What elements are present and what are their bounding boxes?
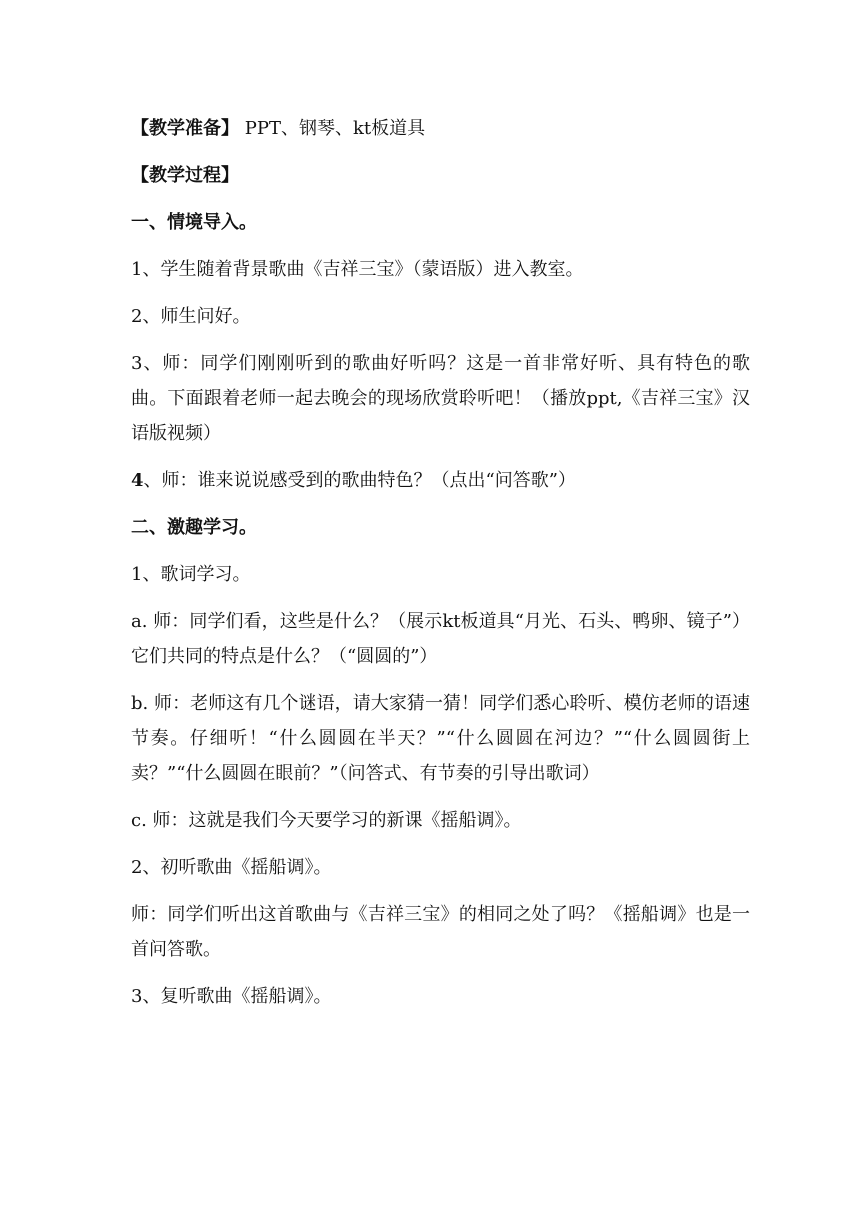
paragraph [131, 463, 750, 498]
paragraph: 2、初听歌曲《摇船调》。 [131, 857, 332, 878]
section-heading-1: 一、情境导入。 [131, 212, 257, 233]
paragraph: 3、复听歌曲《摇船调》。 [131, 986, 332, 1007]
paragraph-number: 4 [131, 470, 144, 491]
paragraph: 1、歌词学习。 [131, 564, 251, 585]
paragraph: a. 师：同学们看，这些是什么？（展示kt板道具“月光、石头、鸭卵、镜子”）它们共同的特点是什么？（“圆圆的”） [131, 611, 750, 667]
teaching-preparation [131, 111, 750, 146]
paragraph: 1、学生随着背景歌曲《吉祥三宝》（蒙语版）进入教室。 [131, 259, 584, 280]
paragraph: 师：同学们听出这首歌曲与《吉祥三宝》的相同之处了吗？《摇船调》也是一首问答歌。 [131, 904, 750, 960]
paragraph: 2、师生问好。 [131, 306, 251, 327]
section-heading-2: 二、激趣学习。 [131, 517, 257, 538]
paragraph: b. 师：老师这有几个谜语，请大家猜一猜！同学们悉心聆听、模仿老师的语速节奏。仔细听！“什么圆圆在半天？”“什么圆圆在河边？”“什么圆圆街上卖？”“什么圆圆在眼前？”（问答式、有节奏的引导出歌词） [131, 693, 750, 784]
paragraph-text: PPT、钢琴、kt板道具 [239, 118, 426, 139]
paragraph: 3、师：同学们刚刚听到的歌曲好听吗？这是一首非常好听、具有特色的歌曲。下面跟着老师一起去晚会的现场欣赏聆听吧！（播放ppt,《吉祥三宝》汉语版视频） [131, 353, 750, 444]
paragraph: c. 师：这就是我们今天要学习的新课《摇船调》。 [131, 810, 522, 831]
teaching-process-heading: 【教学过程】 [131, 165, 239, 186]
paragraph-label: 【教学准备】 [131, 118, 239, 139]
paragraph-text: 、师：谁来说说感受到的歌曲特色？（点出“问答歌”） [143, 470, 576, 491]
